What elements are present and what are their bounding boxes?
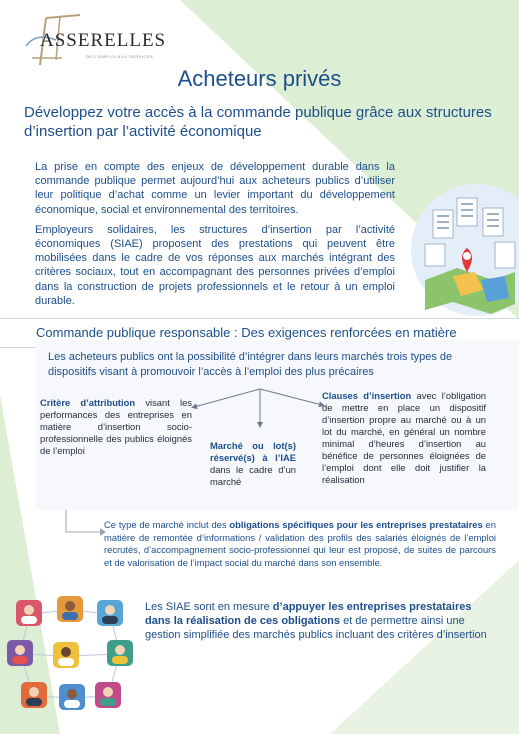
- branch-arrows: [180, 385, 340, 445]
- closing-after: et de permettre ainsi une gestion simplifiée des marchés publics incluant des critères d’insertion: [145, 615, 487, 641]
- critere-attribution-label: Critère d’attribution: [40, 397, 136, 408]
- connector-arrow: [60, 510, 110, 546]
- marche-reserve-text: [210, 440, 296, 488]
- section-title: Commande publique responsable : Des exigences renforcées en matière: [36, 325, 457, 340]
- intro-paragraph-1: La prise en compte des enjeux de développement durable dans la commande publique permet aujourd’hui aux acheteurs publics d’utiliser leur politique d’achat comme un levier important du développement économique, social et environnemental des territoires.: [35, 161, 395, 216]
- panel-intro-text: Les acheteurs publics ont la possibilité d’intégrer dans leurs marchés trois types de dispositifs visant à promouvoir l’accès à l’emploi des plus précaires: [48, 351, 453, 378]
- people-network-illustration: [0, 580, 150, 734]
- closing-before: Les SIAE sont en mesure: [145, 601, 273, 613]
- intro-text: [35, 160, 395, 314]
- obligations-note: [104, 519, 496, 569]
- note-bold: obligations spécifiques pour les entreprises prestataires: [229, 519, 483, 530]
- note-after: en matière de remontée d’informations / validation des profils des salariés éloignés de l’emploi recrutés, d’accompagnement socio-professionnel qui leur est proposé, de suites de parcours et de valorisation de l’impact social du marché dans son ensemble.: [104, 519, 496, 568]
- clauses-insertion-desc: avec l’obligation de mettre en place un dispositif d’insertion propre au marché ou à un lot du marché, en général un nombre minimal d’heures d’insertion au bénéfice de personnes éloignées de l’emploi dont elle doit justifier la réalisation: [322, 390, 486, 485]
- clauses-insertion-text: [322, 390, 486, 486]
- note-before: Ce type de marché inclut des: [104, 519, 230, 530]
- map-pin-illustration: [395, 180, 519, 316]
- page-title: Acheteurs privés: [177, 66, 342, 91]
- logo-text: ASSERELLES: [40, 30, 167, 51]
- critere-attribution-text: [40, 397, 192, 457]
- logo-tagline: DE L'EMPLOI AUX SERVICES: [86, 54, 154, 59]
- page-subtitle: Développez votre accès à la commande publique grâce aux structures d’insertion par l’activité économique: [24, 104, 492, 140]
- marche-reserve-desc: dans le cadre d’un marché: [210, 464, 296, 487]
- closing-bold: d’appuyer les entreprises prestataires dans la réalisation de ces obligations: [145, 601, 472, 627]
- clauses-insertion-label: Clauses d’insertion: [322, 390, 412, 401]
- marche-reserve-label: Marché ou lot(s) réservé(s) à l’IAE: [210, 440, 296, 463]
- closing-text: [145, 600, 490, 642]
- critere-attribution-desc: visant les performances des entreprises en matière d’insertion socio-professionnelle des publics éloignés de l’emploi: [40, 397, 192, 456]
- intro-paragraph-2: Employeurs solidaires, les structures d’insertion par l’activité économiques (SIAE) proposent des prestations qui peuvent être mobilisées dans le cadre de vos réponses aux marchés intégrant des critères sociaux, tout en accompagnant des personnes privées d’emploi dans la construction de projets professionnels et le retour à un emploi durable.: [35, 223, 395, 307]
